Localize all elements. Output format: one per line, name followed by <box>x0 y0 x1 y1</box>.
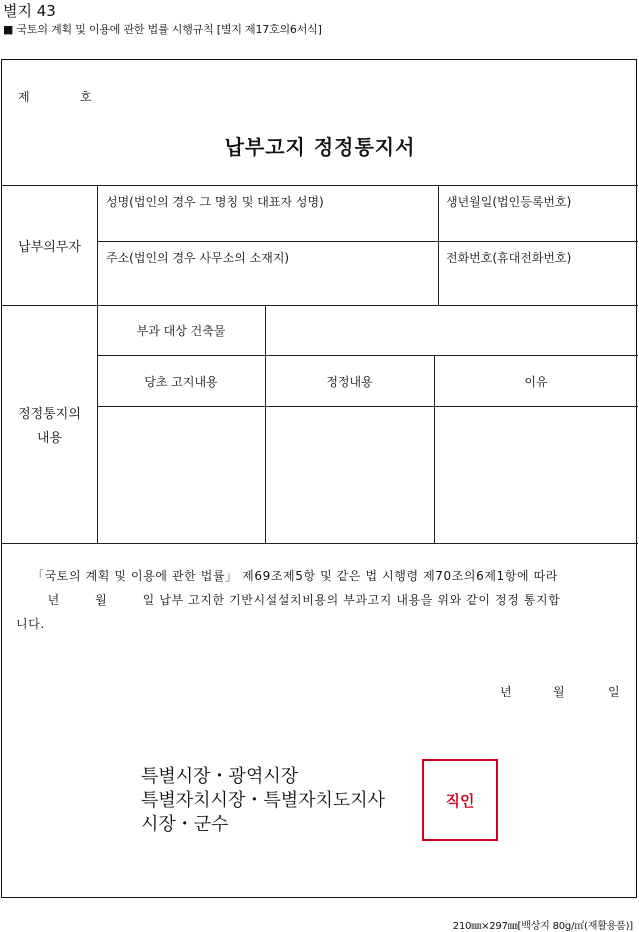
notice-line-3: 니다. <box>16 617 45 631</box>
divider-obligor-columns <box>438 185 439 305</box>
obligor-section-label: 납부의무자 <box>18 240 81 255</box>
form-number-prefix: 제 <box>18 90 30 104</box>
column-reason: 이유 <box>524 375 548 389</box>
divider-content-col1 <box>265 305 266 543</box>
divider-obligor-mid <box>97 241 638 242</box>
form-number-suffix: 호 <box>80 90 92 104</box>
form-regulation-subtitle: ■ 국토의 계획 및 이용에 관한 법률 시행규칙 [별지 제17호의6서식] <box>3 23 322 36</box>
date-month: 월 <box>553 685 565 699</box>
column-original-notice: 당초 고지내용 <box>144 375 218 389</box>
obligor-address-label: 주소(법인의 경우 사무소의 소재지) <box>106 251 290 265</box>
official-seal-box: 직인 <box>422 759 498 841</box>
obligor-birth-label: 생년월일(법인등록번호) <box>446 195 572 209</box>
divider-after-content <box>2 543 638 544</box>
notice-line-1: 「국토의 계획 및 이용에 관한 법률」 제69조제5항 및 같은 법 시행령 제70조의6제1항에 따라 <box>32 569 558 583</box>
paper-spec-footer: 210㎜×297㎜[백상지 80g/㎡(재활용품)] <box>452 921 633 932</box>
issuer-line-3: 시장・군수 <box>141 814 229 835</box>
date-year: 년 <box>500 685 512 699</box>
form-title: 납부고지 정정통지서 <box>224 135 416 159</box>
divider-obligor-label <box>97 185 98 305</box>
appendix-label: 별지 43 <box>3 2 56 20</box>
notice-line-2: 년 월 일 납부 고지한 기반시설설치비용의 부과고지 내용을 위와 같이 정정 통지합 <box>30 593 561 607</box>
column-correction: 정정내용 <box>326 375 373 389</box>
building-label: 부과 대상 건축물 <box>136 324 226 338</box>
obligor-name-label: 성명(법인의 경우 그 명칭 및 대표자 성명) <box>106 195 324 209</box>
obligor-phone-label: 전화번호(휴대전화번호) <box>446 251 572 265</box>
content-section-label-line1: 정정통지의 <box>18 407 81 422</box>
divider-content-label <box>97 305 98 543</box>
content-section-label-line2: 내용 <box>36 431 63 446</box>
issuer-line-2: 특별자치시장・특별자치도지사 <box>141 790 386 811</box>
issuer-line-1: 특별시장・광역시장 <box>141 766 299 787</box>
divider-after-building <box>97 355 638 356</box>
date-day: 일 <box>608 685 620 699</box>
divider-after-columns <box>97 406 638 407</box>
